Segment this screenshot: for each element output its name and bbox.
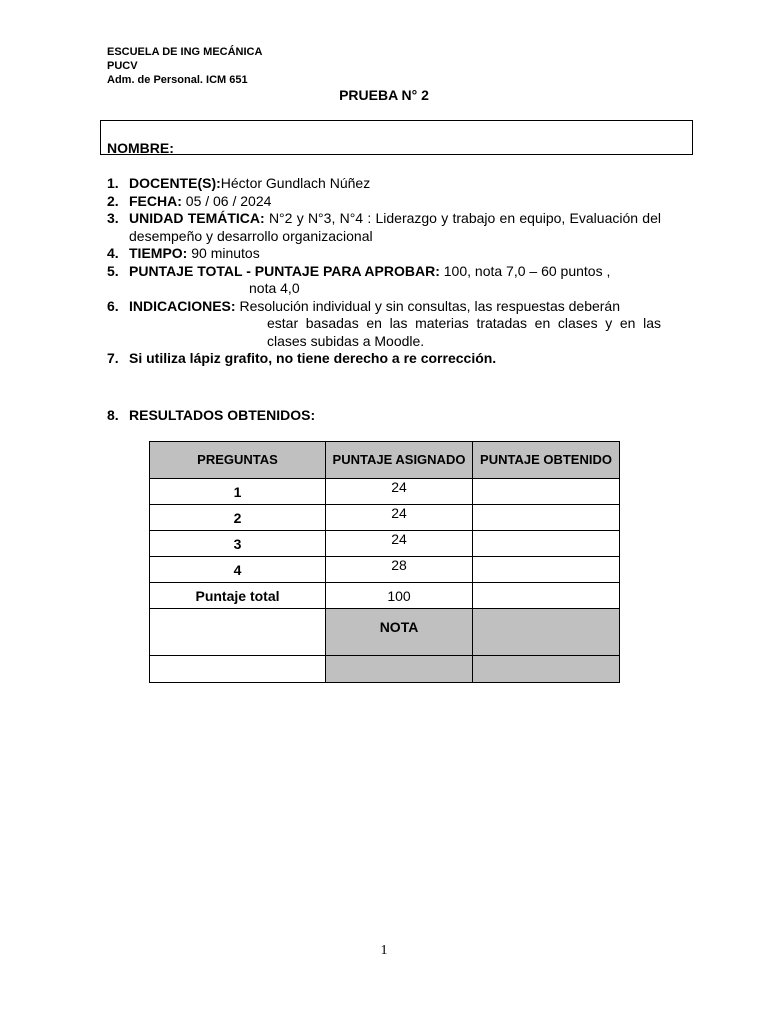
item-value: N°2 y N°3, N°4 : Liderazgo y trabajo en equipo, Evaluación del desempeño y desarrollo organizacional (129, 210, 661, 244)
empty-cell (150, 656, 326, 683)
item-label: PUNTAJE TOTAL - PUNTAJE PARA APROBAR: (129, 262, 440, 279)
name-label: NOMBRE: (107, 140, 174, 156)
item-label: TIEMPO: (129, 245, 188, 261)
asignado-cell: 28 (326, 557, 473, 583)
total-row (150, 583, 620, 609)
total-label-cell: Puntaje total (150, 583, 326, 609)
pregunta-cell: 4 (150, 557, 326, 583)
empty-cell (150, 609, 326, 656)
total-obtenido-cell[interactable] (473, 583, 620, 609)
obtenido-cell[interactable] (473, 557, 620, 583)
table-row (150, 479, 620, 505)
list-item-indicaciones: 6. INDICACIONES: Resolución individual y sin consultas, las respuestas deberán estar basadas en las materias tratadas en clases y en las clases subidas a Moodle. (107, 297, 661, 349)
list-item-docente: 1. DOCENTE(S):Héctor Gundlach Núñez (107, 175, 371, 191)
header-preguntas: PREGUNTAS (150, 442, 326, 479)
item-label: UNIDAD TEMÁTICA: (129, 210, 265, 226)
name-field[interactable] (100, 120, 693, 155)
table-row (150, 505, 620, 531)
pregunta-cell: 3 (150, 531, 326, 557)
gray-cell (473, 656, 620, 683)
nota-label-cell: NOTA (326, 609, 473, 656)
header-puntaje-obtenido: PUNTAJE OBTENIDO (473, 442, 620, 479)
item-label: FECHA: (129, 192, 182, 209)
table-row (150, 557, 620, 583)
item-label: Si utiliza lápiz grafito, no tiene derecho a re corrección. (129, 350, 497, 366)
school-header (107, 45, 262, 87)
gray-cell (326, 656, 473, 683)
list-item-fecha: 2. FECHA: 05 / 06 / 2024 (107, 192, 272, 209)
list-item-tiempo: 4. TIEMPO: 90 minutos (107, 245, 260, 261)
page-title: PRUEBA N° 2 (339, 87, 429, 103)
obtenido-cell[interactable] (473, 505, 620, 531)
results-heading: 8. RESULTADOS OBTENIDOS: (107, 407, 316, 423)
asignado-cell: 24 (326, 531, 473, 557)
table-row (150, 531, 620, 557)
school-name: ESCUELA DE ING MECÁNICA (107, 46, 263, 58)
instructions-list (107, 175, 661, 368)
scores-table (149, 441, 620, 683)
obtenido-cell[interactable] (473, 531, 620, 557)
item-value: 05 / 06 / 2024 (181, 192, 272, 209)
item-value: 90 minutos (187, 245, 260, 261)
pregunta-cell: 1 (150, 479, 326, 505)
nota-value-cell[interactable] (473, 609, 620, 656)
item-value-continued: estar basadas en las materias tratadas en clases y en las clases subidas a Moodle. (267, 315, 661, 349)
page-number: 1 (380, 943, 388, 958)
list-item-puntaje: 5. PUNTAJE TOTAL - PUNTAJE PARA APROBAR: 100, nota 7,0 – 60 puntos , nota 4,0 (107, 263, 661, 298)
item-value-continued: nota 4,0 (249, 280, 300, 296)
item-value: 100, nota 7,0 – 60 puntos , (439, 262, 611, 279)
item-value: Héctor Gundlach Núñez (220, 175, 371, 191)
header-puntaje-asignado: PUNTAJE ASIGNADO (326, 442, 473, 479)
obtenido-cell[interactable] (473, 479, 620, 505)
list-item-lapiz: 7. Si utiliza lápiz grafito, no tiene derecho a re corrección. (107, 350, 497, 366)
item-value: Resolución individual y sin consultas, las respuestas deberán (235, 297, 621, 314)
blank-row (150, 656, 620, 683)
asignado-cell: 24 (326, 505, 473, 531)
total-value-cell: 100 (326, 583, 473, 609)
university-name: PUCV (107, 60, 138, 72)
item-label: INDICACIONES: (129, 297, 236, 314)
course-name: Adm. de Personal. ICM 651 (107, 74, 248, 86)
asignado-cell: 24 (326, 479, 473, 505)
table-header-row (150, 442, 620, 479)
nota-row (150, 609, 620, 656)
list-item-unidad: 3. UNIDAD TEMÁTICA: N°2 y N°3, N°4 : Liderazgo y trabajo en equipo, Evaluación del desempeño y desarrollo organizacional (107, 210, 661, 244)
pregunta-cell: 2 (150, 505, 326, 531)
item-label: DOCENTE(S): (129, 175, 221, 191)
